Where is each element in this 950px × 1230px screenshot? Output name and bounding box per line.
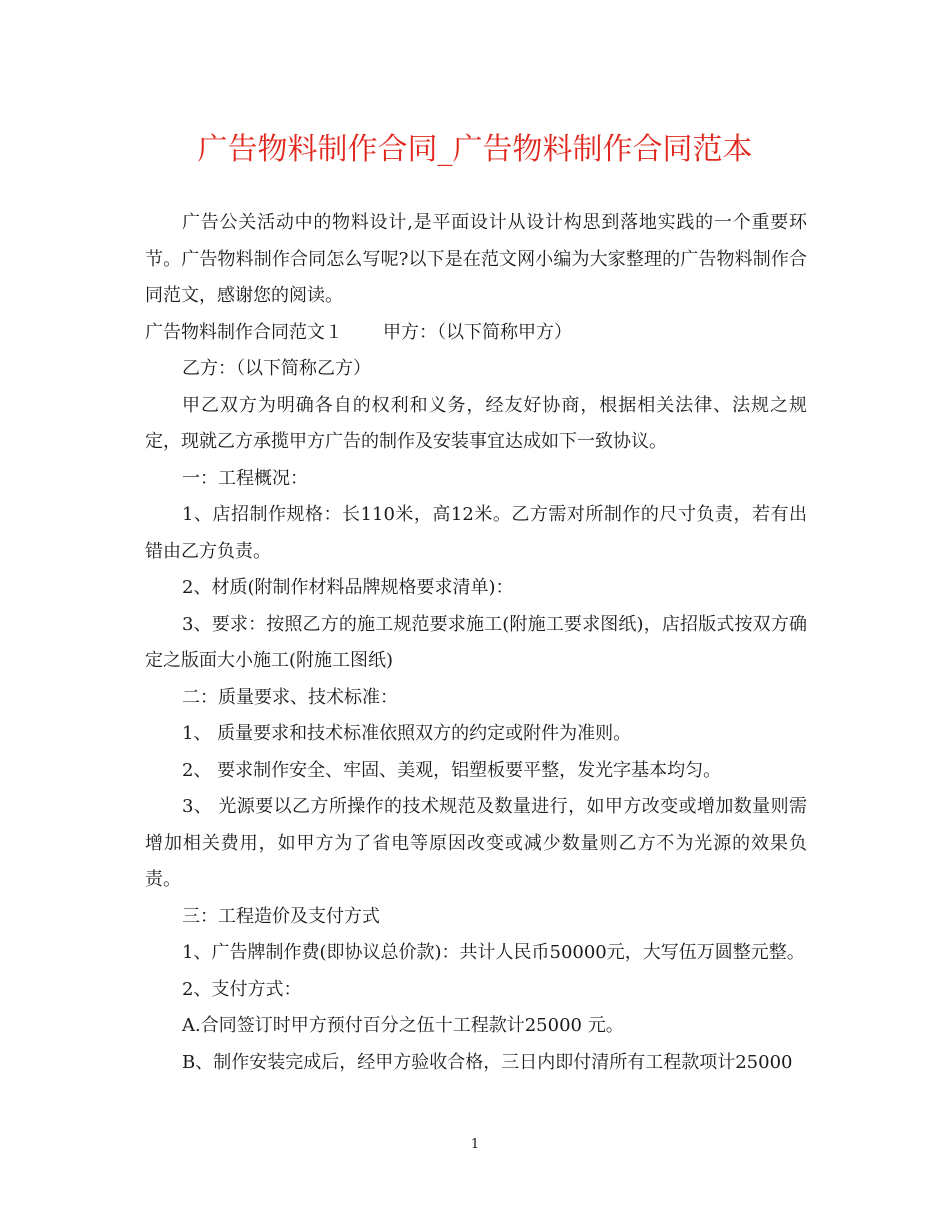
document-body	[145, 205, 807, 1081]
preamble-paragraph: 甲乙双方为明确各自的权利和义务，经友好协商，根据相关法律、法规之规定，现就乙方承揽甲方广告的制作及安装事宜达成如下一致协议。	[145, 394, 807, 452]
section-2-item-2: 2、 要求制作安全、牢固、美观，铝塑板要平整，发光字基本均匀。	[182, 759, 722, 781]
section-3-item-2: 2、支付方式：	[182, 978, 302, 1000]
section-3-heading: 三：工程造价及支付方式	[182, 905, 380, 927]
document-title: 广告物料制作合同_广告物料制作合同范本	[197, 132, 753, 167]
section-2-item-1: 1、 质量要求和技术标准依照双方的约定或附件为准则。	[182, 723, 632, 744]
section-3-item-1: 1、广告牌制作费(即协议总价款)：共计人民币50000元，大写伍万圆整元整。	[182, 942, 805, 963]
section-1-item-1: 1、店招制作规格：长110米，高12米。乙方需对所制作的尺寸负责，若有出错由乙方负责。	[145, 504, 807, 562]
intro-paragraph: 广告公关活动中的物料设计,是平面设计从设计构思到落地实践的一个重要环节。广告物料制作合同怎么写呢?以下是在范文网小编为大家整理的广告物料制作合同范文，感谢您的阅读。	[145, 212, 807, 306]
party-a-line: 甲方：（以下简称甲方）	[383, 321, 572, 343]
sample-heading-line	[145, 315, 807, 352]
section-1-item-2: 2、材质(附制作材料品牌规格要求清单)：	[182, 577, 514, 598]
sample-label: 广告物料制作合同范文１	[145, 321, 343, 343]
section-2-heading: 二：质量要求、技术标准：	[182, 686, 398, 708]
page-number: 1	[470, 1137, 480, 1152]
section-3-item-2b: B、制作安装完成后，经甲方验收合格，三日内即付清所有工程款项计25000	[182, 1051, 793, 1073]
party-b-line: 乙方：（以下简称乙方）	[182, 358, 371, 379]
section-1-item-3: 3、要求：按照乙方的施工规范要求施工(附施工要求图纸)，店招版式按双方确定之版面大小施工(附施工图纸)	[145, 613, 807, 671]
section-2-item-3: 3、 光源要以乙方所操作的技术规范及数量进行，如甲方改变或增加数量则需增加相关费用，如甲方为了省电等原因改变或减少数量则乙方不为光源的效果负责。	[145, 796, 807, 890]
section-3-item-2a: A.合同签订时甲方预付百分之伍十工程款计25000 元。	[182, 1015, 624, 1036]
section-1-heading: 一：工程概况：	[182, 467, 308, 489]
